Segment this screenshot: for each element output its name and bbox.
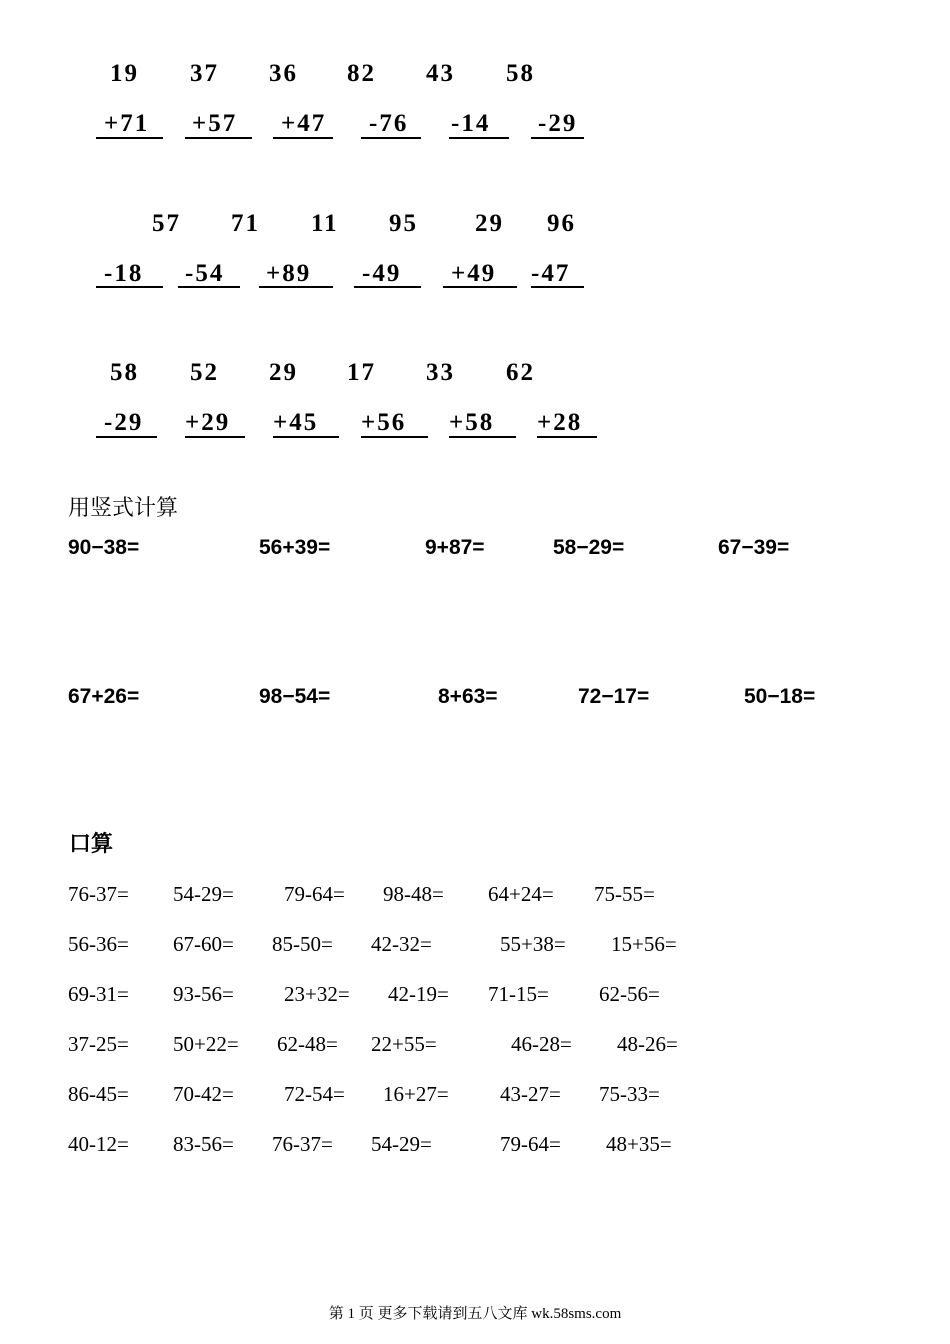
answer-line: [443, 286, 517, 288]
oral-problem: 70-42=: [173, 1082, 234, 1106]
oral-problem: 67-60=: [173, 932, 234, 956]
oral-problem: 56-36=: [68, 932, 129, 956]
oral-problem: 62-56=: [599, 982, 660, 1006]
vertical-problem: 90−38=: [68, 536, 140, 559]
oral-problem: 64+24=: [488, 882, 554, 906]
column-top-number: 95: [389, 210, 418, 237]
column-operand: -14: [451, 110, 491, 137]
column-top-number: 33: [426, 359, 455, 386]
column-top-number: 36: [269, 60, 298, 87]
oral-problem: 16+27=: [383, 1082, 449, 1106]
vertical-problem: 8+63=: [438, 685, 498, 708]
column-top-number: 52: [190, 359, 219, 386]
column-top-number: 58: [110, 359, 139, 386]
oral-problem: 43-27=: [500, 1082, 561, 1106]
oral-problem: 42-19=: [388, 982, 449, 1006]
oral-problem: 48+35=: [606, 1132, 672, 1156]
answer-line: [178, 286, 240, 288]
answer-line: [259, 286, 333, 288]
answer-line: [273, 436, 339, 438]
vertical-problem: 50−18=: [744, 685, 816, 708]
column-top-number: 29: [269, 359, 298, 386]
answer-line: [273, 137, 333, 139]
column-operand: -76: [369, 110, 409, 137]
column-operand: -18: [104, 260, 144, 287]
column-top-number: 96: [547, 210, 576, 237]
oral-problem: 85-50=: [272, 932, 333, 956]
oral-problem: 55+38=: [500, 932, 566, 956]
oral-problem: 22+55=: [371, 1032, 437, 1056]
vertical-problem: 67+26=: [68, 685, 140, 708]
answer-line: [185, 436, 245, 438]
oral-problem: 54-29=: [173, 882, 234, 906]
oral-problem: 15+56=: [611, 932, 677, 956]
section-title-vertical: 用竖式计算: [68, 496, 179, 521]
answer-line: [361, 137, 421, 139]
column-operand: -54: [185, 260, 225, 287]
vertical-problem: 56+39=: [259, 536, 331, 559]
answer-line: [354, 286, 421, 288]
column-top-number: 11: [311, 210, 339, 237]
answer-line: [185, 137, 252, 139]
column-operand: +29: [185, 409, 231, 436]
answer-line: [531, 137, 584, 139]
column-operand: +71: [104, 110, 150, 137]
oral-problem: 48-26=: [617, 1032, 678, 1056]
oral-problem: 83-56=: [173, 1132, 234, 1156]
oral-problem: 54-29=: [371, 1132, 432, 1156]
oral-problem: 71-15=: [488, 982, 549, 1006]
column-operand: +45: [273, 409, 319, 436]
oral-problem: 98-48=: [383, 882, 444, 906]
vertical-problem: 98−54=: [259, 685, 331, 708]
vertical-problem: 67−39=: [718, 536, 790, 559]
oral-problem: 76-37=: [272, 1132, 333, 1156]
column-top-number: 17: [347, 359, 376, 386]
oral-problem: 76-37=: [68, 882, 129, 906]
column-top-number: 19: [110, 60, 139, 87]
column-top-number: 43: [426, 60, 455, 87]
oral-problem: 37-25=: [68, 1032, 129, 1056]
column-top-number: 58: [506, 60, 535, 87]
oral-problem: 72-54=: [284, 1082, 345, 1106]
oral-problem: 46-28=: [511, 1032, 572, 1056]
oral-problem: 79-64=: [500, 1132, 561, 1156]
column-operand: +56: [361, 409, 407, 436]
answer-line: [531, 286, 584, 288]
oral-problem: 75-33=: [599, 1082, 660, 1106]
oral-problem: 79-64=: [284, 882, 345, 906]
oral-problem: 23+32=: [284, 982, 350, 1006]
section-title-oral: 口算: [69, 832, 114, 857]
column-top-number: 29: [475, 210, 504, 237]
column-top-number: 62: [506, 359, 535, 386]
answer-line: [537, 436, 597, 438]
column-top-number: 71: [231, 210, 260, 237]
vertical-problem: 72−17=: [578, 685, 650, 708]
answer-line: [449, 436, 516, 438]
column-top-number: 37: [190, 60, 219, 87]
answer-line: [449, 137, 509, 139]
column-operand: -29: [104, 409, 144, 436]
oral-problem: 40-12=: [68, 1132, 129, 1156]
column-top-number: 57: [152, 210, 181, 237]
answer-line: [361, 436, 428, 438]
page-footer: 第 1 页 更多下载请到五八文库 wk.58sms.com: [328, 1306, 622, 1322]
answer-line: [96, 137, 163, 139]
oral-problem: 50+22=: [173, 1032, 239, 1056]
column-operand: -29: [538, 110, 578, 137]
oral-problem: 93-56=: [173, 982, 234, 1006]
vertical-problem: 58−29=: [553, 536, 625, 559]
column-operand: +47: [281, 110, 327, 137]
answer-line: [96, 286, 163, 288]
column-operand: -49: [362, 260, 402, 287]
column-operand: +28: [537, 409, 583, 436]
answer-line: [96, 436, 157, 438]
column-top-number: 82: [347, 60, 376, 87]
column-operand: +49: [451, 260, 497, 287]
column-operand: +57: [192, 110, 238, 137]
oral-problem: 75-55=: [594, 882, 655, 906]
oral-problem: 42-32=: [371, 932, 432, 956]
column-operand: +58: [449, 409, 495, 436]
column-operand: -47: [531, 260, 571, 287]
oral-problem: 62-48=: [277, 1032, 338, 1056]
vertical-problem: 9+87=: [425, 536, 485, 559]
column-operand: +89: [266, 260, 312, 287]
oral-problem: 86-45=: [68, 1082, 129, 1106]
oral-problem: 69-31=: [68, 982, 129, 1006]
